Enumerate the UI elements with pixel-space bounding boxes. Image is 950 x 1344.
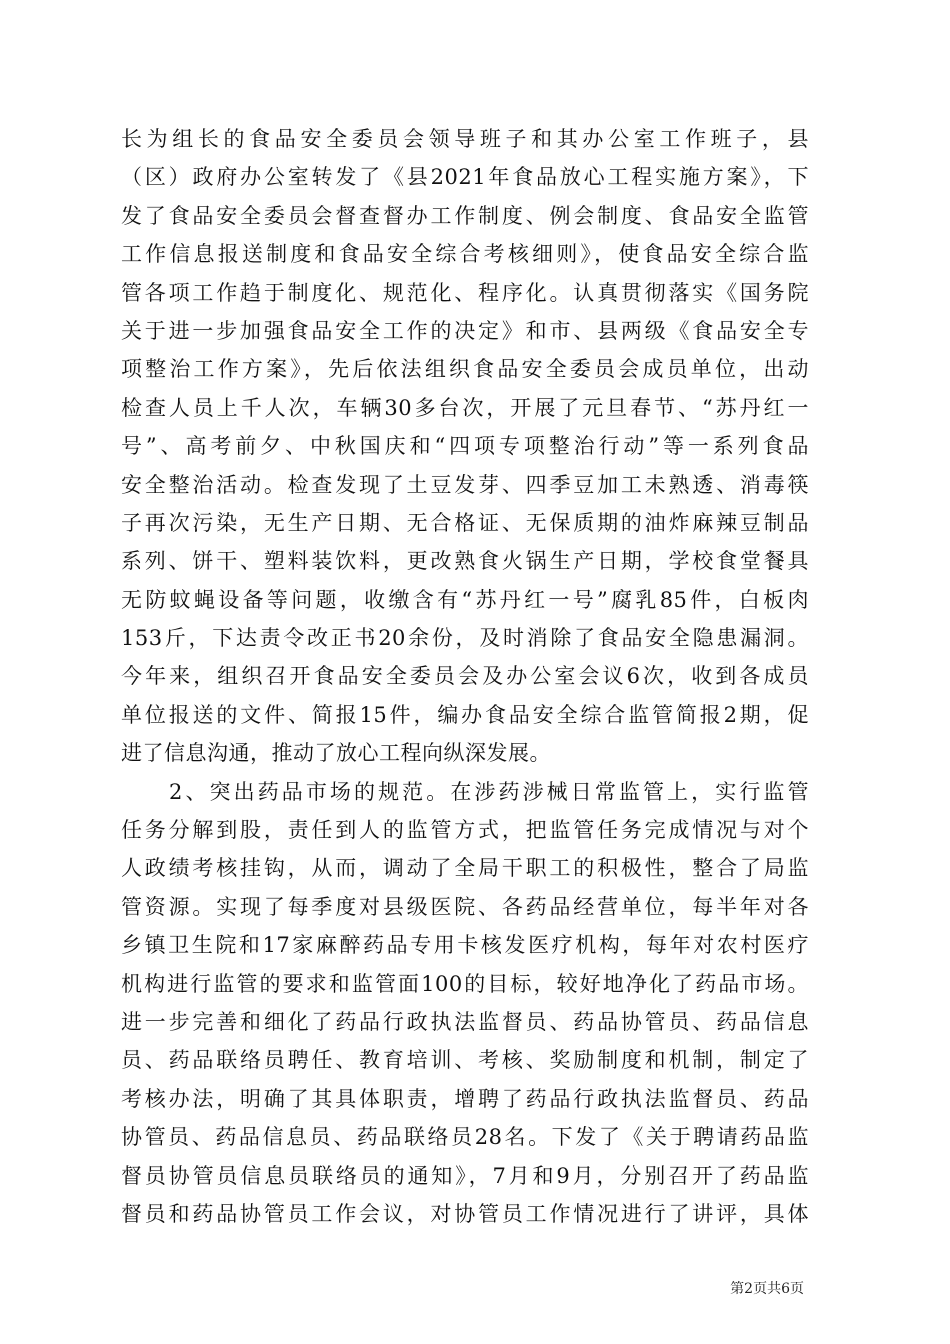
text-line: 无防蚊蝇设备等问题，收缴含有“苏丹红一号”腐乳85件，白板肉 bbox=[121, 587, 809, 612]
text-line: 单位报送的文件、简报15件，编办食品安全综合监管简报2期，促 bbox=[121, 702, 809, 727]
body-text bbox=[121, 120, 809, 1233]
page-number: 第2页共6页 bbox=[730, 1281, 804, 1297]
text-line: 关于进一步加强食品安全工作的决定》和市、县两级《食品安全专 bbox=[121, 318, 809, 343]
text-line: 153斤，下达责令改正书20余份，及时消除了食品安全隐患漏洞。 bbox=[121, 626, 809, 651]
paragraph-food-safety bbox=[121, 120, 809, 773]
text-line: 发了食品安全委员会督查督办工作制度、例会制度、食品安全监管 bbox=[121, 203, 809, 228]
text-line: 项整治工作方案》，先后依法组织食品安全委员会成员单位，出动 bbox=[121, 357, 809, 382]
text-line: 人政绩考核挂钩，从而，调动了全局干职工的积极性，整合了局监 bbox=[121, 856, 809, 881]
text-line: 工作信息报送制度和食品安全综合考核细则》，使食品安全综合监 bbox=[121, 242, 809, 267]
text-line: 管各项工作趋于制度化、规范化、程序化。认真贯彻落实《国务院 bbox=[121, 280, 809, 305]
text-line: 督员和药品协管员工作会议，对协管员工作情况进行了讲评，具体 bbox=[121, 1201, 809, 1226]
text-line: 长为组长的食品安全委员会领导班子和其办公室工作班子，县 bbox=[121, 127, 809, 151]
text-line: 机构进行监管的要求和监管面100的目标，较好地净化了药品市场。 bbox=[121, 971, 809, 996]
text-line: 系列、饼干、塑料装饮料，更改熟食火锅生产日期，学校食堂餐具 bbox=[121, 549, 809, 574]
text-line: 乡镇卫生院和17家麻醉药品专用卡核发医疗机构，每年对农村医疗 bbox=[121, 933, 809, 958]
text-line: 2、突出药品市场的规范。在涉药涉械日常监管上，实行监管 bbox=[169, 779, 809, 804]
text-line: 考核办法，明确了其具体职责，增聘了药品行政执法监督员、药品 bbox=[121, 1086, 809, 1111]
text-line: （区）政府办公室转发了《县2021年食品放心工程实施方案》，下 bbox=[121, 165, 809, 190]
text-line: 任务分解到股，责任到人的监管方式，把监管任务完成情况与对个 bbox=[121, 818, 809, 843]
text-line: 协管员、药品信息员、药品联络员28名。下发了《关于聘请药品监 bbox=[121, 1125, 809, 1150]
paragraph-drug-market bbox=[121, 773, 809, 1234]
text-line: 号”、高考前夕、中秋国庆和“四项专项整治行动”等一系列食品 bbox=[121, 434, 809, 459]
text-line: 今年来，组织召开食品安全委员会及办公室会议6次，收到各成员 bbox=[121, 664, 809, 689]
text-line: 子再次污染，无生产日期、无合格证、无保质期的油炸麻辣豆制品 bbox=[121, 510, 809, 535]
text-line: 安全整治活动。检查发现了土豆发芽、四季豆加工未熟透、消毒筷 bbox=[121, 472, 809, 497]
text-line: 督员协管员信息员联络员的通知》，7月和9月，分别召开了药品监 bbox=[121, 1163, 809, 1188]
text-line: 员、药品联络员聘任、教育培训、考核、奖励制度和机制，制定了 bbox=[121, 1048, 809, 1073]
text-line: 进一步完善和细化了药品行政执法监督员、药品协管员、药品信息 bbox=[121, 1009, 809, 1034]
text-line: 管资源。实现了每季度对县级医院、各药品经营单位，每半年对各 bbox=[121, 894, 809, 919]
text-line: 进了信息沟通，推动了放心工程向纵深发展。 bbox=[121, 741, 551, 766]
text-line: 检查人员上千人次，车辆30多台次，开展了元旦春节、“苏丹红一 bbox=[121, 395, 809, 420]
